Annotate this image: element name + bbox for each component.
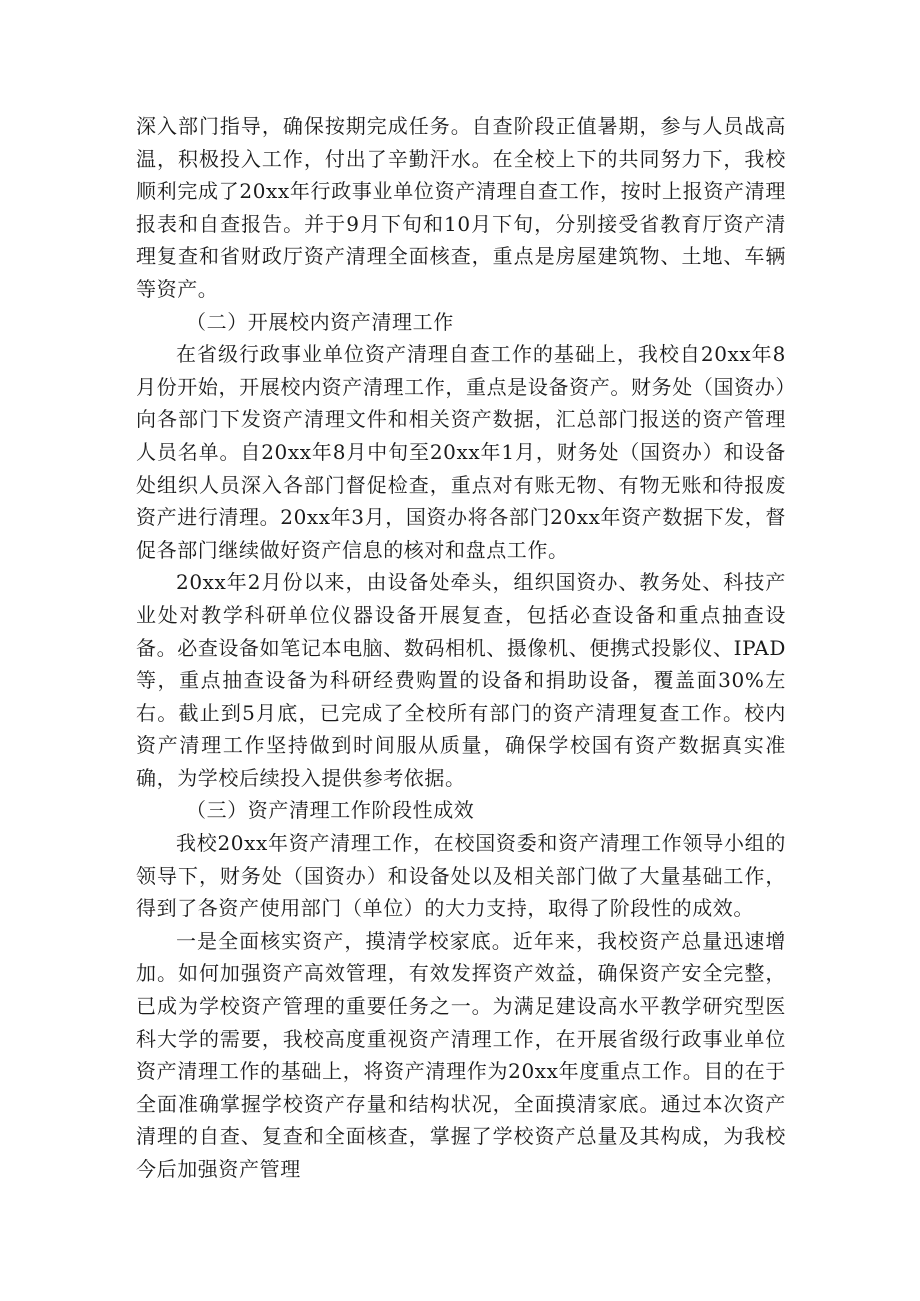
section-heading-phase-results: （三）资产清理工作阶段性成效 [186, 798, 475, 823]
paragraph-results-summary: 我校20xx年资产清理工作，在校国资委和资产清理工作领导小组的领导下，财务处（国资办）和设备处以及相关部门做了大量基础工作，得到了各资产使用部门（单位）的大力支持，取得了阶段性的成效。 [136, 831, 786, 921]
paragraph-equipment-review: 20xx年2月份以来，由设备处牵头，组织国资办、教务处、科技产业处对教学科研单位仪器设备开展复查，包括必查设备和重点抽查设备。必查设备如笔记本电脑、数码相机、摄像机、便携式投影仪、IPAD等，重点抽查设备为科研经费购置的设备和捐助设备，覆盖面30%左右。截止到5月底，已完成了全校所有部门的资产清理复查工作。校内资产清理工作坚持做到时间服从质量，确保学校国有资产数据真实准确，为学校后续投入提供参考依据。 [136, 570, 786, 790]
document-body [136, 110, 786, 1186]
paragraph-campus-cleanup-start: 在省级行政事业单位资产清理自查工作的基础上，我校自20xx年8月份开始，开展校内资产清理工作，重点是设备资产。财务处（国资办）向各部门下发资产清理文件和相关资产数据，汇总部门报送的资产管理人员名单。自20xx年8月中旬至20xx年1月，财务处（国资办）和设备处组织人员深入各部门督促检查，重点对有账无物、有物无账和待报废资产进行清理。20xx年3月，国资办将各部门20xx年资产数据下发，督促各部门继续做好资产信息的核对和盘点工作。 [136, 342, 786, 562]
section-heading-campus-asset-cleanup: （二）开展校内资产清理工作 [186, 309, 454, 334]
paragraph-self-inspection-continued: 深入部门指导，确保按期完成任务。自查阶段正值暑期，参与人员战高温，积极投入工作，付出了辛勤汗水。在全校上下的共同努力下，我校顺利完成了20xx年行政事业单位资产清理自查工作，按时上报资产清理报表和自查报告。并于9月下旬和10月下旬，分别接受省教育厅资产清理复查和省财政厅资产清理全面核查，重点是房屋建筑物、土地、车辆等资产。 [136, 114, 786, 301]
paragraph-verify-assets: 一是全面核实资产，摸清学校家底。近年来，我校资产总量迅速增加。如何加强资产高效管理，有效发挥资产效益，确保资产安全完整，已成为学校资产管理的重要任务之一。为满足建设高水平教学研究型医科大学的需要，我校高度重视资产清理工作，在开展省级行政事业单位资产清理工作的基础上，将资产清理作为20xx年度重点工作。目的在于全面准确掌握学校资产存量和结构状况，全面摸清家底。通过本次资产清理的自查、复查和全面核查，掌握了学校资产总量及其构成，为我校今后加强资产管理 [136, 928, 786, 1181]
